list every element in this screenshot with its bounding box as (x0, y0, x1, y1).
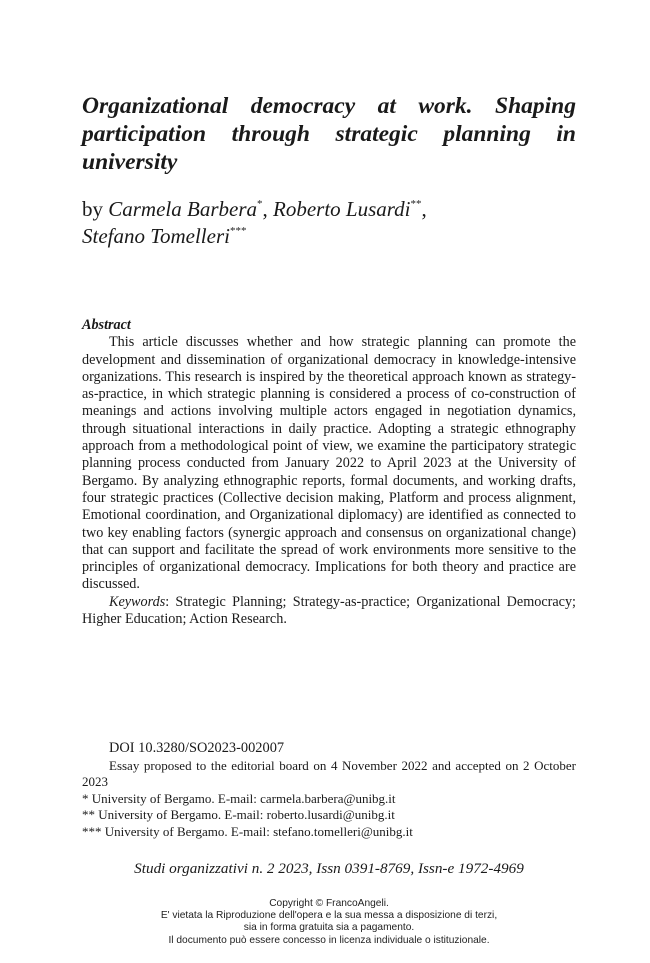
author-name-1: Carmela Barbera (108, 197, 257, 221)
author-mark-2: ** (410, 198, 422, 210)
abstract-body: This article discusses whether and how strategic planning can promote the development and dissemination of organizational democracy in knowledge-intensive organizations. This research is inspired by the theoretical approach known as strategy-as-practice, in which strategic planning is considered a process of co-construction of meanings and actions involving multiple actors engaged in negotiation dynamics, through situational interactions in daily practice. Adopting a strategic ethnography approach from a methodological point of view, we examine the participatory strategic planning process conducted from January 2022 to April 2023 at the University of Bergamo. By analyzing ethnographic reports, formal documents, and working drafts, four strategic practices (Collective decision making, Platform and process alignment, Emotional coordination, and Organizational diplomacy) are identified as connected to two key enabling factors (synergic approach and consensus on organizational change) that can support and facilitate the spread of work environments more sensitive to the principles of organizational democracy. Implications for both theory and practice are discussed. (82, 334, 576, 593)
keywords-label: Keywords (109, 593, 166, 610)
copyright-notice (82, 898, 576, 947)
journal-citation: Studi organizzativi n. 2 2023, Issn 0391-8769, Issn-e 1972-4969 (134, 860, 524, 877)
author-list (82, 196, 576, 250)
author-mark-3: *** (229, 225, 247, 237)
author-name-3: Stefano Tomelleri (82, 224, 230, 248)
article-title (82, 92, 576, 176)
author-line-2 (82, 223, 576, 250)
title-line-1: Organizational democracy at work. Shaping (82, 93, 576, 119)
affiliation-3: *** University of Bergamo. E-mail: stefano.tomelleri@unibg.it (82, 823, 413, 839)
copyright-line-1: Copyright © FrancoAngeli. (269, 898, 389, 909)
author-separator-1: , (262, 197, 273, 221)
abstract-section (82, 317, 576, 628)
affiliation-2: ** University of Bergamo. E-mail: roberto.lusardi@unibg.it (82, 807, 395, 823)
front-notes (82, 739, 576, 840)
keywords-text: : Strategic Planning; Strategy-as-practice; Organizational Democracy; Higher Education; Action Research. (82, 593, 576, 628)
abstract-heading: Abstract (82, 317, 131, 333)
author-mark-1: * (257, 198, 263, 210)
affiliation-1: * University of Bergamo. E-mail: carmela.barbera@unibg.it (82, 790, 396, 806)
title-line-2: participation through strategic planning in (82, 121, 576, 147)
author-separator-2: , (421, 197, 427, 221)
doi: DOI 10.3280/SO2023-002007 (109, 740, 285, 756)
copyright-line-2: E' vietata la Riproduzione dell'opera e la sua messa a disposizione di terzi, (160, 910, 498, 922)
author-name-2: Roberto Lusardi (273, 197, 411, 221)
copyright-line-4: Il documento può essere concesso in licenza individuale o istituzionale. (168, 934, 490, 946)
submission-note: Essay proposed to the editorial board on 4 November 2022 and accepted on 2 October 2023 (82, 758, 576, 790)
keywords-paragraph (82, 594, 576, 629)
title-line-3: university (82, 149, 178, 175)
author-line-1 (82, 196, 576, 223)
copyright-line-3: sia in forma gratuita sia a pagamento. (243, 922, 415, 934)
author-by: by (82, 197, 109, 221)
